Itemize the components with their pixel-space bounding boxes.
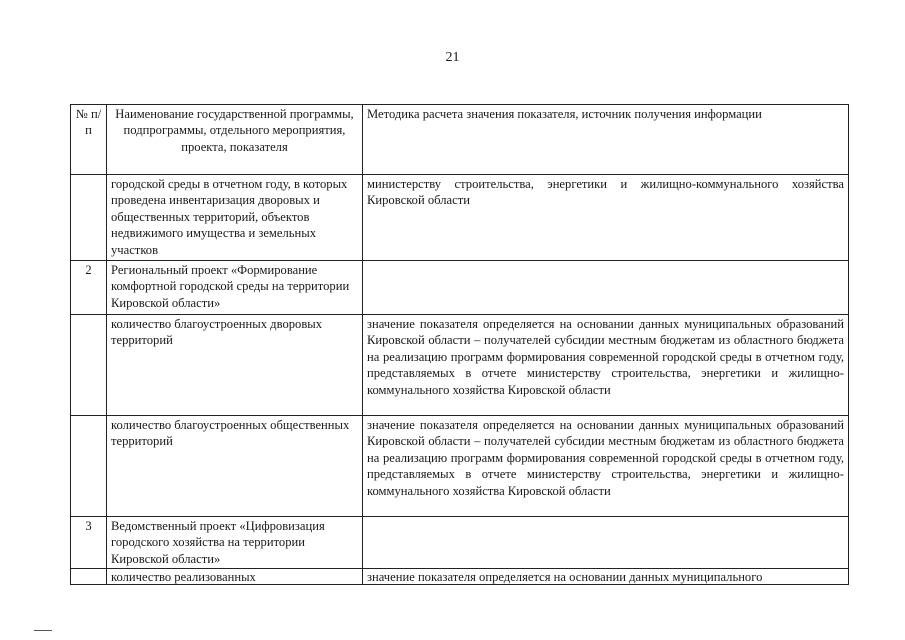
row-method: значение показателя определяется на основании данных муниципальных образований Кировской области – получателей субсидии местным бюджетам из областного бюджета на реализацию программ формирования современной городской среды в отчетном году, представляемых в отчете министерству строительства, энергетики и жилищно-коммунального хозяйства Кировской области bbox=[363, 416, 849, 517]
scan-mark bbox=[34, 630, 52, 631]
header-number: № п/п bbox=[71, 105, 107, 175]
row-number: 2 bbox=[71, 261, 107, 315]
page-number: 21 bbox=[445, 50, 460, 65]
row-method bbox=[363, 261, 849, 315]
row-number bbox=[71, 315, 107, 416]
table-header-row bbox=[71, 105, 849, 175]
row-name: количество благоустроенных дворовых территорий bbox=[107, 315, 363, 416]
indicator-table bbox=[70, 104, 849, 585]
row-number: 3 bbox=[71, 517, 107, 569]
row-number bbox=[71, 416, 107, 517]
row-name: Региональный проект «Формирование комфортной городской среды на территории Кировской области» bbox=[107, 261, 363, 315]
table-row bbox=[71, 517, 849, 569]
row-method: министерству строительства, энергетики и жилищно-коммунального хозяйства Кировской области bbox=[363, 175, 849, 261]
row-method bbox=[363, 517, 849, 569]
row-number bbox=[71, 175, 107, 261]
row-name: количество благоустроенных общественных территорий bbox=[107, 416, 363, 517]
row-name: Ведомственный проект «Цифровизация городского хозяйства на территории Кировской области» bbox=[107, 517, 363, 569]
table-row bbox=[71, 175, 849, 261]
row-name: городской среды в отчетном году, в которых проведена инвентаризация дворовых и общественных территорий, объектов недвижимого имущества и земельных участков bbox=[107, 175, 363, 261]
row-name: количество реализованных bbox=[107, 569, 363, 585]
row-number bbox=[71, 569, 107, 585]
table-row bbox=[71, 416, 849, 517]
table-row bbox=[71, 569, 849, 585]
table-row bbox=[71, 261, 849, 315]
header-method: Методика расчета значения показателя, источник получения информации bbox=[363, 105, 849, 175]
row-method: значение показателя определяется на основании данных муниципальных образований Кировской области – получателей субсидии местным бюджетам из областного бюджета на реализацию программ формирования современной городской среды в отчетном году, представляемых в отчете министерству строительства, энергетики и жилищно-коммунального хозяйства Кировской области bbox=[363, 315, 849, 416]
header-name: Наименование государственной программы, подпрограммы, отдельного мероприятия, проекта, показателя bbox=[107, 105, 363, 175]
table-row bbox=[71, 315, 849, 416]
row-method: значение показателя определяется на основании данных муниципального bbox=[363, 569, 849, 585]
